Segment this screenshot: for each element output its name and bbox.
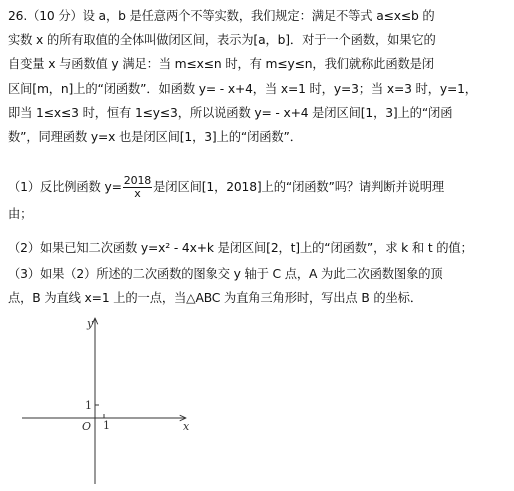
fraction-denominator: x xyxy=(134,187,141,200)
fraction-numerator: 2018 xyxy=(123,174,152,187)
problem-line: 区间[m，n]上的“闭函数”．如函数 y= - x+4，当 x=1 时，y=3；当 x=3 时，y=1， xyxy=(8,81,477,96)
x-axis-label: x xyxy=(183,420,190,433)
problem-line: 即当 1≤x≤3 时，恒有 1≤y≤3，所以说函数 y= - x+4 是闭区间[1，3]上的“闭函 xyxy=(8,105,453,120)
part-3-line: （3）如果（2）所述的二次函数的图象交 y 轴于 C 点，A 为此二次函数图象的顶 xyxy=(8,267,443,281)
problem-line: 实数 x 的所有取值的全体叫做闭区间，表示为[a，b]．对于一个函数，如果它的 xyxy=(8,33,436,48)
problem-line: 26.（10 分）设 a，b 是任意两个不等实数，我们规定：满足不等式 a≤x≤b 的 xyxy=(8,9,435,23)
origin-label: O xyxy=(82,420,92,433)
part-2-line: （2）如果已知二次函数 y=x² - 4x+k 是闭区间[2，t]上的“闭函数”，求 k 和 t 的值； xyxy=(8,241,473,255)
x-tick-label: 1 xyxy=(103,419,110,432)
part-3-line: 点，B 为直线 x=1 上的一点，当△ABC 为直角三角形时，写出点 B 的坐标． xyxy=(8,291,422,306)
problem-line: 自变量 x 与函数值 y 满足：当 m≤x≤n 时，有 m≤y≤n，我们就称此函数是闭 xyxy=(8,57,434,72)
part-1-text-after: 是闭区间[1，2018]上的“闭函数”吗？请判断并说明理 xyxy=(153,180,445,194)
part-1-continuation: 由； xyxy=(8,207,33,221)
problem-line: 数”，同理函数 y=x 也是闭区间[1，3]上的“闭函数”． xyxy=(8,129,302,144)
y-tick-label: 1 xyxy=(85,399,92,412)
y-axis-label: y xyxy=(87,317,94,330)
part-1-text-before: （1）反比例函数 y= xyxy=(8,180,122,194)
